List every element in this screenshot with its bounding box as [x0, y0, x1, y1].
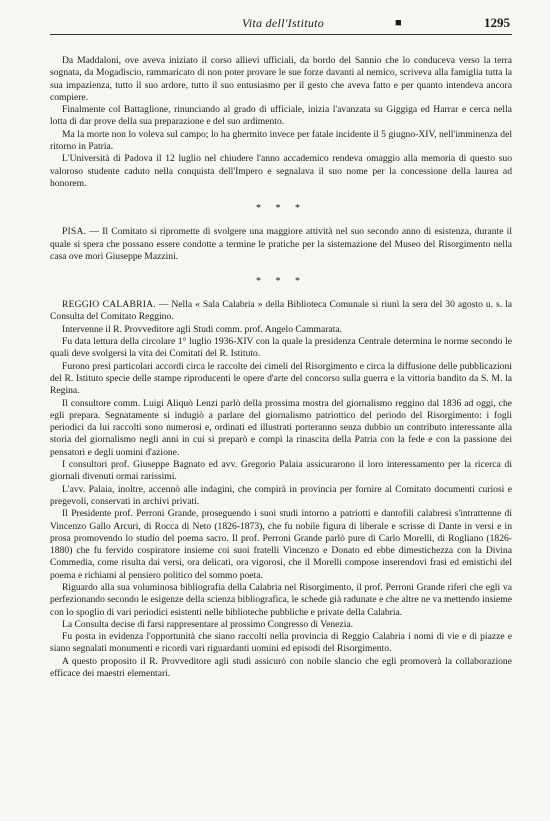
reggio-intro-text: — Nella « Sala Calabria » della Biblioteca Comunale si riunì la sera del 30 agosto u. s. la Consulta del Comitato Reggino.: [50, 299, 513, 323]
paragraph: Il consultore comm. Luigi Aliquò Lenzi parlò della prossima mostra del giornalismo reggino dal 1836 ad oggi, che egli prepara. Segnatamente si indugiò a parlare del giornalismo patriottico del periodo del Risorgimento: i fogli periodici da lui raccolti sono numerosi e, ordinati ed illustrati porteranno senza dubbio un contributo interessante alla storia del giornalismo negli anni in cui si preparò e compì la rinascita della Patria con la fede e con la passione dei pensatori e degli uomini d'azione.: [50, 397, 512, 458]
paragraph: Fu data lettura della circolare 1° luglio 1936-XIV con la quale la presidenza Centrale determina le norme secondo le quali deve svolgersi la vita dei Comitati del R. Istituto.: [50, 336, 512, 360]
paragraph: Fu posta in evidenza l'opportunità che siano raccolti nella provincia di Reggio Calabria i nomi di vie e di piazze e siano segnalati monumenti e ricordi vari riguardanti uomini ed episodi del Risorgimento.: [50, 631, 512, 655]
paragraph: Da Maddaloni, ove aveva iniziato il corso allievi ufficiali, da bordo del Sannio che lo conduceva verso la terra sognata, da Mogadiscio, rammaricato di non poter provare le sue forze davanti al nemico, scriveva alla famiglia tutta la sua impazienza, tutto il suo ardore, tutto il suo entusiasmo per il gesto che aveva fatto e per quanto intendeva ancora compiere.: [50, 55, 512, 103]
paragraph: L'Università di Padova il 12 luglio nel chiudere l'anno accademico rendeva omaggio alla memoria di questo suo valoroso studente caduto nella conquista dell'Impero e segnalava il suo nome per la concessione della laurea ad honorem.: [50, 153, 512, 189]
paragraph: La Consulta decise di farsi rappresentare al prossimo Congresso di Venezia.: [62, 618, 354, 630]
section-title-reggio: REGGIO CALABRIA.: [62, 299, 156, 311]
section-separator: * * *: [256, 276, 306, 288]
paragraph: Intervenne il R. Provveditore agli Studi comm. prof. Angelo Cammarata.: [62, 323, 343, 335]
section-separator: * * *: [256, 203, 306, 215]
section-title-pisa: PISA.: [62, 226, 87, 238]
paragraph: Furono presi particolari accordi circa le raccolte dei cimeli del Risorgimento e circa la diffusione delle pubblicazioni del R. Istituto specie delle stampe riproducenti le opere d'arte del concorso sulla guerra e la vittoria bandito da S. M. la Regina.: [50, 360, 512, 397]
running-header: [50, 14, 512, 35]
pisa-text: — Il Comitato si ripromette di svolgere una maggiore attività nel suo secondo anno di esistenza, durante il quale si spera che possano essere condotte a termine le pratiche per la sistemazione del Museo del Risorgimento nella casa ove morì Giuseppe Mazzini.: [50, 226, 512, 262]
paragraph: Ma la morte non lo voleva sul campo; lo ha ghermito invece per fatale incidente il 5 giugno-XIV, nell'imminenza del ritorno in Patria.: [50, 128, 512, 153]
paragraph: I consultori prof. Giuseppe Bagnato ed avv. Gregorio Palaia assicurarono il loro interessamento per la ricerca di giornali divenuti ormai rarissimi.: [50, 459, 512, 483]
paragraph: A questo proposito il R. Provveditore agli studi assicurò con nobile slancio che egli promoverà la collaborazione efficace dei maestri elementari.: [50, 655, 512, 680]
paragraph: Il Presidente prof. Perroni Grande, proseguendo i suoi studi intorno a patriotti e dantofili calabresi s'intrattenne di Vincenzo Gallo Arcuri, di Rocca di Neto (1826-1873), che fu nobile figura di liberale e scrisse di Dante in versi e in prosa promovendo lo studio del poema sacro. Il prof. Perroni Grande parlò pure di Carlo Morelli, di Rogliano (1826-1880) che fu fervido cospiratore insieme coi suoi fratelli Vincenzo e Donato ed ebbe dimestichezza con la Divina Commedia, come risulta dai versi, ora delicati, ora vigorosi, che il Morelli compose inserendovi frasi ed emistichi del poema e richiami al pensiero politico del sommo poeta.: [50, 508, 512, 581]
header-bullet-icon: ■: [395, 17, 402, 29]
paragraph: Finalmente col Battaglione, rinunciando al grado di ufficiale, inizia l'avanzata su Giggiga ed Harrar e cerca nella lotta di dar prove della sua preparazione e del suo ardimento.: [50, 104, 512, 128]
page-number: 1295: [484, 15, 510, 30]
pisa-section: [50, 226, 512, 263]
paragraph: Riguardo alla sua voluminosa bibliografia della Calabria nel Risorgimento, il prof. Perroni Grande riferì che egli va perfezionando secondo le esigenze della scienza bibliografica, le schede già radunate e che altre ne va mettendo insieme con lo spoglio di vari periodici esistenti nelle biblioteche pubbliche e private della Calabria.: [50, 581, 512, 618]
reggio-intro: [50, 299, 512, 324]
running-title: Vita dell'Istituto: [242, 16, 325, 30]
paragraph: L'avv. Palaia, inoltre, accennò alle indagini, che compirà in provincia per fornire al Comitato documenti curiosi e pregevoli, conservati in archivi privati.: [50, 483, 512, 507]
